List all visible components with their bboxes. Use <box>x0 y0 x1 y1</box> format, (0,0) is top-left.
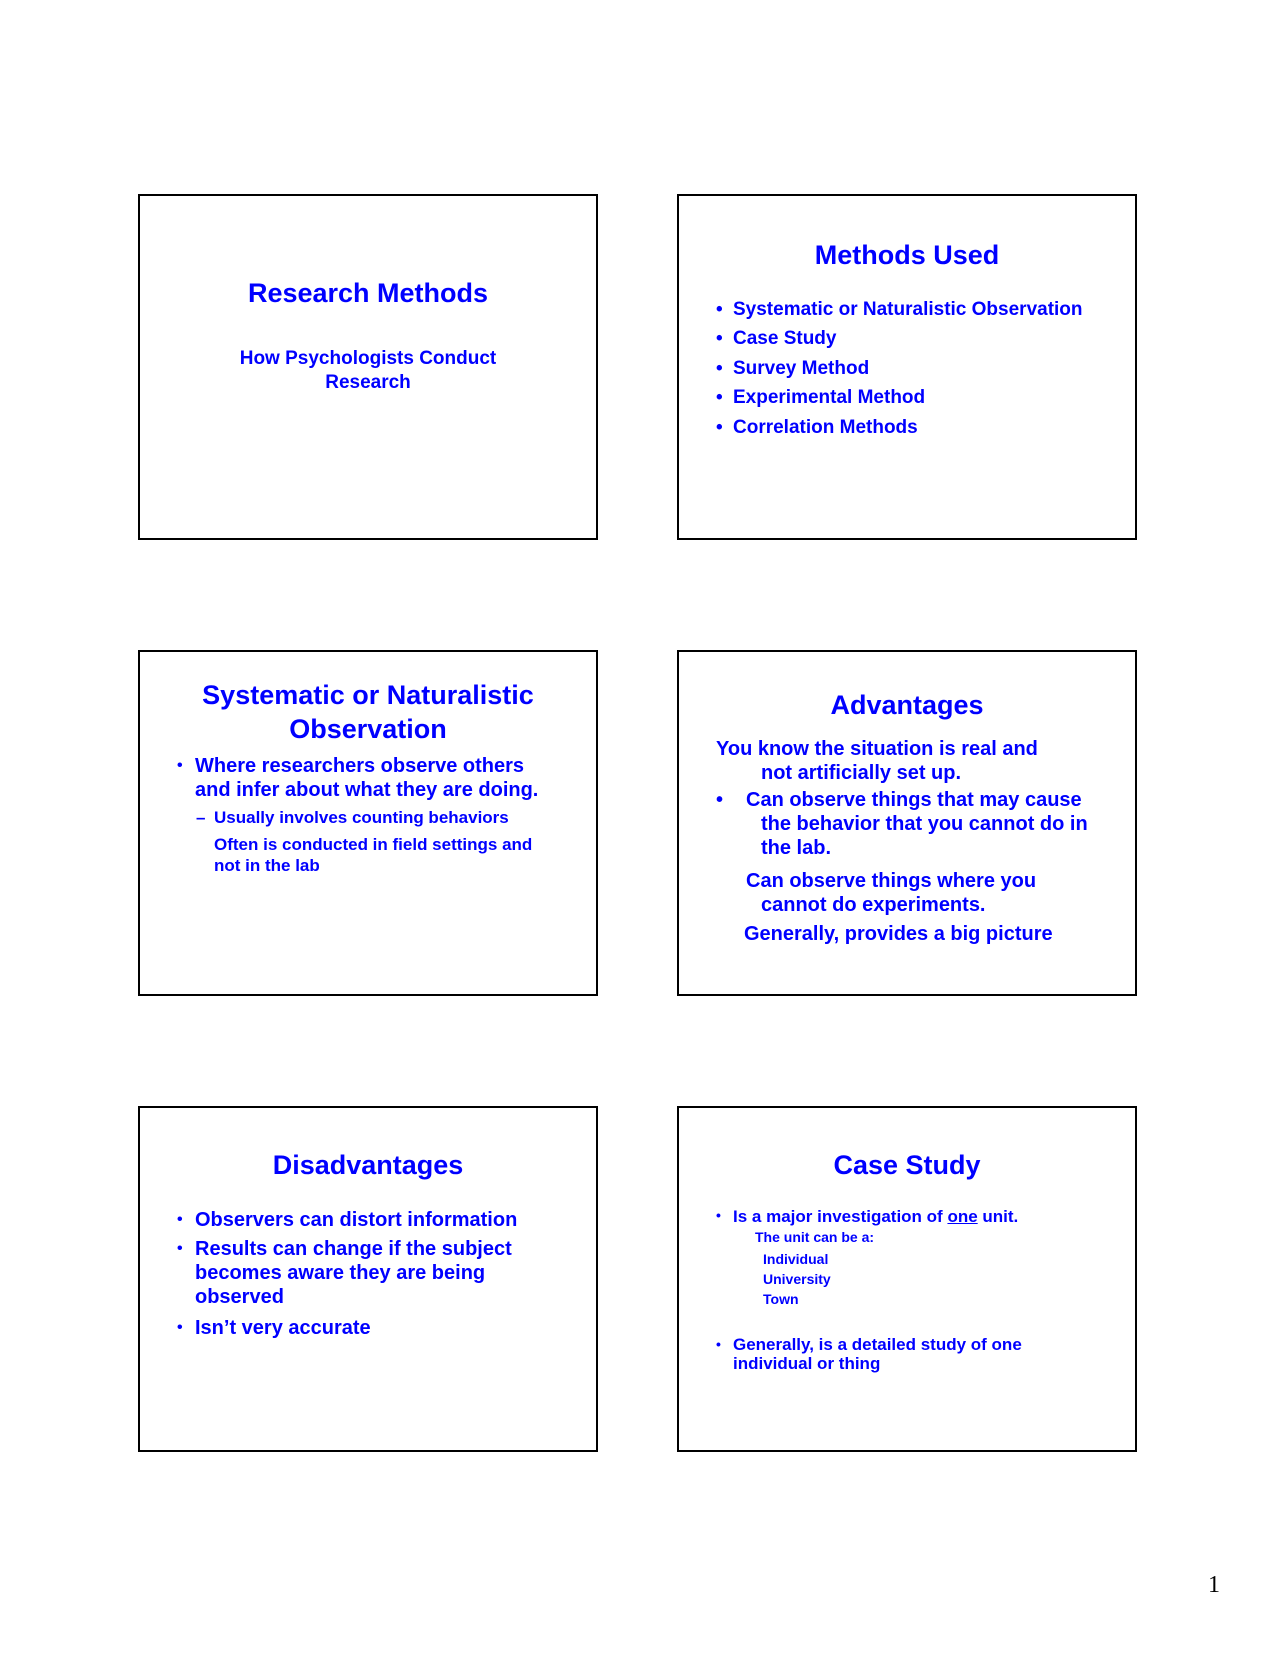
slide-advantages <box>677 650 1137 996</box>
bullet-glyph: • <box>177 1211 183 1228</box>
unit-list <box>763 1249 831 1309</box>
list-item: • Observers can distort information <box>177 1209 518 1231</box>
list-item: • Can observe things that may cause the behavior that you cannot do in the lab. <box>716 789 1088 859</box>
list-item: • Experimental Method <box>716 387 926 408</box>
slide-research-methods <box>138 194 598 540</box>
subtitle-line: Research <box>325 372 411 393</box>
bullet-glyph: • <box>177 1240 183 1257</box>
page-number: 1 <box>1208 1572 1220 1598</box>
list-item: • Is a major investigation of one unit. <box>716 1207 1019 1226</box>
dash-glyph: – <box>196 808 206 827</box>
slide-subtitle <box>140 347 596 395</box>
slide-title: Disadvantages <box>272 1150 464 1180</box>
sub-list-item: – Usually involves counting behaviors <box>196 808 509 827</box>
bullet-glyph: • <box>716 387 723 408</box>
slide-title: Advantages <box>830 690 984 720</box>
list-item: • Case Study <box>716 328 837 349</box>
list-item: • Isn’t very accurate <box>177 1317 371 1339</box>
unit-item: Town <box>763 1291 799 1307</box>
slide-naturalistic-observation <box>138 650 598 996</box>
list-item: • Correlation Methods <box>716 417 918 438</box>
bullet-glyph: • <box>716 789 724 811</box>
paragraph: Generally, provides a big picture <box>744 923 1053 945</box>
bullet-glyph: • <box>716 358 723 379</box>
bullet-glyph: • <box>177 757 183 774</box>
slide-title <box>140 678 596 746</box>
paragraph: You know the situation is real and not artificially set up. <box>716 738 1038 784</box>
bullet-glyph: • <box>716 1336 721 1352</box>
list-item: • Generally, is a detailed study of one individual or thing <box>716 1335 1022 1373</box>
unit-item: Individual <box>763 1251 829 1267</box>
unit-item: University <box>763 1271 831 1287</box>
list-item: • Survey Method <box>716 358 870 379</box>
sub-paragraph: Often is conducted in field settings and not in the lab <box>214 835 533 875</box>
slide-methods-used <box>677 194 1137 540</box>
bullet-glyph: • <box>177 1319 183 1336</box>
title-line: Observation <box>289 714 447 744</box>
slide-title: Methods Used <box>814 240 1000 270</box>
bullet-glyph: • <box>716 299 723 320</box>
list-item: • Systematic or Naturalistic Observation <box>716 299 1083 320</box>
slide-disadvantages <box>138 1106 598 1452</box>
slide-title: Research Methods <box>247 278 489 308</box>
title-line: Systematic or Naturalistic <box>202 680 534 710</box>
emphasis-one: one <box>947 1207 978 1226</box>
bullet-glyph: • <box>716 328 723 349</box>
subtitle-line: How Psychologists Conduct <box>239 348 497 369</box>
list-item: • Results can change if the subject becomes aware they are being observed <box>177 1238 512 1308</box>
slide-title: Case Study <box>833 1150 981 1180</box>
slide-case-study <box>677 1106 1137 1452</box>
unit-label: The unit can be a: <box>755 1229 875 1245</box>
bullet-glyph: • <box>716 1207 721 1223</box>
bullet-glyph: • <box>716 417 723 438</box>
paragraph: Can observe things where you cannot do experiments. <box>746 870 1037 916</box>
list-item: • Where researchers observe others and infer about what they are doing. <box>177 755 539 801</box>
